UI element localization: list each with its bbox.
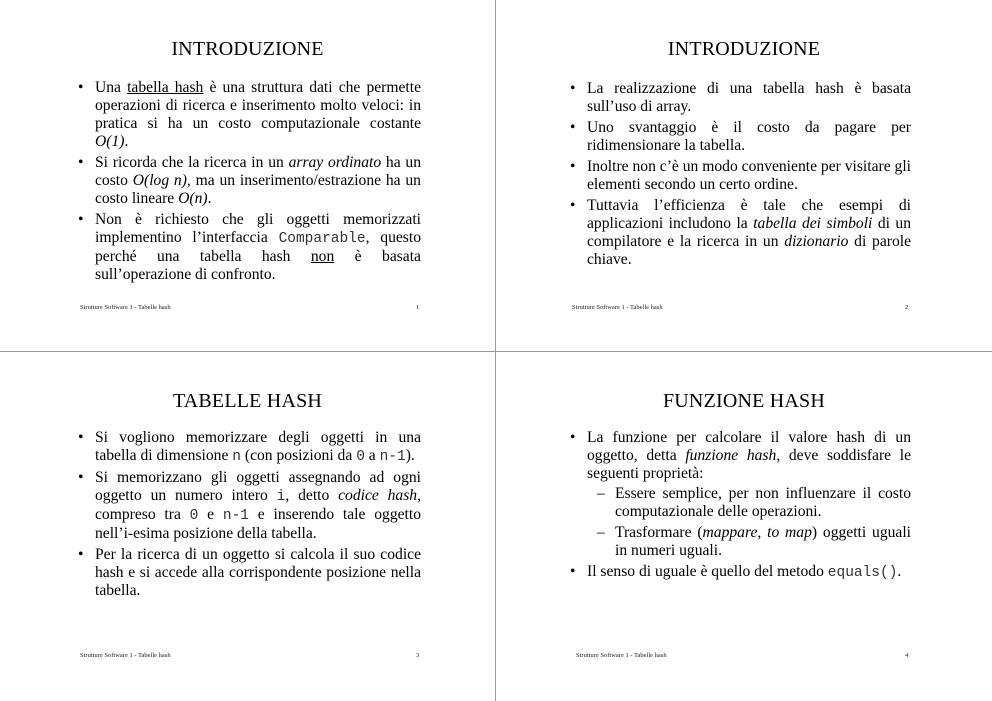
underlined-term: tabella hash: [127, 79, 204, 96]
text: è una struttura dati che permette operazioni di ricerca e inserimento molto veloci: in pratica si ha un costo computazionale costante: [95, 79, 421, 132]
italic-term: funzione hash: [685, 447, 777, 464]
code-term: n-1: [222, 508, 249, 524]
italic-term: tabella dei simboli: [753, 215, 873, 232]
bullet-item: • La realizzazione di una tabella hash è basata sull’uso di array.: [568, 80, 911, 116]
text: , questo perché una tabella hash: [95, 229, 421, 265]
text: ha un costo: [95, 154, 421, 189]
text: Si vogliono memorizzare degli oggetti in una tabella di dimensione: [95, 429, 421, 464]
bullet-list: [568, 80, 911, 272]
text: La funzione per calcolare il valore hash di un oggetto, detta: [587, 429, 911, 464]
italic-term: O(log n): [132, 172, 187, 189]
text: Il senso di uguale è quello del metodo: [587, 563, 828, 580]
sub-list: [587, 485, 911, 560]
slide-footer: Strutture Software 1 - Tabelle hash: [576, 652, 667, 659]
text: è basata sull’operazione di confronto.: [95, 248, 421, 283]
bullet-item: [76, 469, 421, 543]
text: .: [124, 133, 129, 150]
bullet-item: [76, 79, 421, 151]
text: ).: [405, 447, 415, 464]
sub-item: – Essere semplice, per non influenzare il costo computazionale delle operazioni.: [587, 485, 911, 521]
text: Tuttavia l’efficienza è tale che esempi di applicazioni includono la: [587, 197, 911, 232]
code-term: i: [276, 489, 286, 505]
text: a: [364, 447, 380, 464]
italic-term: mappare: [702, 524, 758, 541]
code-term: equals(): [827, 565, 898, 581]
slide-1: [0, 0, 495, 351]
slide-2: [496, 0, 992, 351]
text: .: [207, 190, 212, 207]
text: di un compilatore e la ricerca in un: [587, 215, 911, 250]
text: .: [897, 563, 902, 580]
sub-item: [587, 524, 911, 560]
slide-title: TABELLE HASH: [172, 390, 323, 412]
underlined-term: non: [310, 248, 335, 265]
bullet-item: [76, 154, 421, 208]
text: Trasformare (: [615, 524, 703, 541]
bullet-item: [76, 211, 421, 284]
slide-footer: Strutture Software 1 - Tabelle hash: [80, 652, 171, 659]
bullet-list: [76, 429, 421, 603]
slide-title: FUNZIONE HASH: [662, 390, 826, 412]
italic-term: to map: [767, 524, 812, 541]
text: di parole chiave.: [587, 233, 911, 268]
page-number: 2: [905, 304, 909, 311]
bullet-item: • Uno svantaggio è il costo da pagare per ridimensionare la tabella.: [568, 119, 911, 155]
slide-footer: Strutture Software 1 - Tabelle hash: [572, 304, 663, 311]
page-number: 4: [905, 652, 909, 659]
italic-term: dizionario: [784, 233, 849, 250]
slide-title: INTRODUZIONE: [171, 38, 324, 60]
text: Non è richiesto che gli oggetti memorizzati implementino l’interfaccia: [95, 211, 421, 246]
slide-4: [496, 352, 992, 701]
bullet-item: • Inoltre non c’è un modo conveniente per visitare gli elementi secondo un certo ordine.: [568, 158, 911, 194]
bullet-item: • Per la ricerca di un oggetto si calcola il suo codice hash e si accede alla corrispondente posizione nella tabella.: [76, 546, 421, 600]
italic-term: array ordinato: [288, 154, 382, 171]
text: e: [198, 506, 223, 523]
code-term: n: [232, 449, 241, 465]
bullet-item: [568, 197, 911, 269]
slide-title: INTRODUZIONE: [667, 38, 821, 60]
bullet-list: [568, 429, 911, 585]
page-number: 3: [416, 652, 420, 659]
slide-footer: Strutture Software 1 - Tabelle hash: [80, 304, 171, 311]
text: , ma un inserimento/estrazione ha un costo lineare: [95, 172, 421, 207]
text: ,: [757, 524, 768, 541]
italic-term: O(1): [95, 133, 125, 150]
bullet-item: [568, 429, 911, 560]
italic-term: O(n): [178, 190, 208, 207]
bullet-list: [76, 79, 421, 287]
bullet-item: [76, 429, 421, 466]
text: ) oggetti uguali in numeri uguali.: [615, 524, 912, 559]
code-term: 0: [189, 508, 199, 524]
code-term: n-1: [379, 449, 406, 465]
text: , compreso tra: [95, 487, 421, 523]
text: Una: [95, 79, 128, 96]
text: Si ricorda che la ricerca in un: [95, 154, 289, 171]
code-term: 0: [356, 449, 365, 465]
italic-term: codice hash: [338, 487, 418, 504]
text: e inserendo tale oggetto nell’i-esima posizione della tabella.: [95, 506, 422, 542]
code-term: Comparable: [278, 231, 366, 247]
page-number: 1: [416, 304, 420, 311]
text: , deve soddisfare le seguenti proprietà:: [587, 447, 912, 482]
slide-3: [0, 352, 495, 701]
text: (con posizioni da: [240, 447, 357, 464]
bullet-item: [568, 563, 911, 582]
text: Si memorizzano gli oggetti assegnando ad ogni oggetto un numero intero: [95, 469, 421, 504]
text: , detto: [285, 487, 339, 504]
